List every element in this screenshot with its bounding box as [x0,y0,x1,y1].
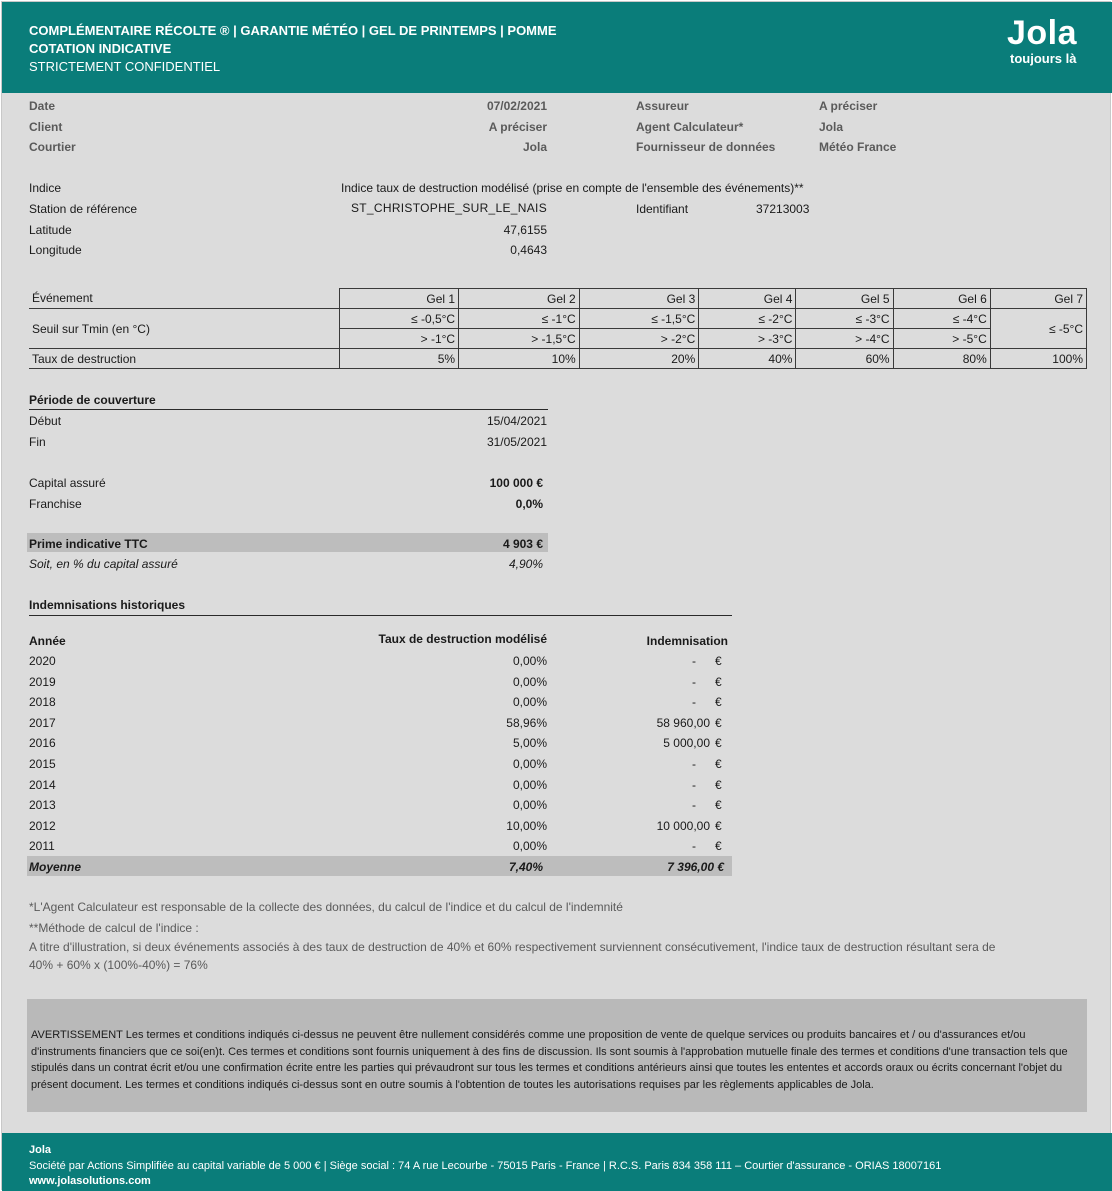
history-taux: 0,00% [512,654,547,668]
history-year: 2017 [29,716,56,730]
mean-indem: 7 396,00 € [667,860,724,874]
identifiant-value: 37213003 [756,202,810,216]
history-currency: € [715,819,722,833]
gel-4-upper: ≤ -2°C [699,309,796,329]
history-indemnity: - [692,675,696,689]
history-indemnity: - [692,654,696,668]
gel-7-taux: 100% [990,349,1086,369]
gel-7-header: Gel 7 [990,289,1086,309]
history-taux: 58,96% [506,716,547,730]
history-currency: € [715,716,722,730]
history-indemnity: 10 000,00 [656,819,710,833]
longitude-label: Longitude [29,243,82,257]
courtier-value: Jola [522,140,547,154]
gel-1-upper: ≤ -0,5°C [339,309,459,329]
indice-value: Indice taux de destruction modélisé (prise en compte de l'ensemble des événements)** [341,181,804,195]
date-label: Date [29,99,56,113]
logo-name: Jola [1007,14,1078,52]
gel-6-upper: ≤ -4°C [893,309,990,329]
history-currency: € [715,654,722,668]
history-indemnity: - [692,798,696,812]
prime-pct-value: 4,90% [508,557,543,571]
history-indemnity: 5 000,00 [663,736,710,750]
date-value: 07/02/2021 [486,99,547,113]
taux-row [29,349,1087,369]
seuil-upper-row [29,309,1087,329]
event-table [29,288,1087,369]
history-year: 2013 [29,798,56,812]
event-header-row [29,289,1087,309]
coverage-divider [29,409,548,410]
gel-2-header: Gel 2 [459,289,580,309]
latitude-label: Latitude [29,223,72,237]
fournisseur-label: Fournisseur de données [636,140,776,154]
gel-4-header: Gel 4 [699,289,796,309]
gel-6-lower: > -5°C [893,329,990,349]
gel-2-lower: > -1,5°C [459,329,580,349]
capital-value: 100 000 € [489,476,543,490]
gel-1-header: Gel 1 [339,289,459,309]
header-title: COMPLÉMENTAIRE RÉCOLTE ® | GARANTIE MÉTÉO | GEL DE PRINTEMPS | POMME [29,23,557,38]
history-currency: € [715,736,722,750]
agent-value: Jola [819,120,844,134]
history-year: 2016 [29,736,56,750]
mean-taux: 7,40% [508,860,543,874]
history-taux: 0,00% [512,695,547,709]
debut-label: Début [29,414,62,428]
debut-value: 15/04/2021 [486,414,547,428]
history-year: 2015 [29,757,56,771]
gel-5-upper: ≤ -3°C [796,309,893,329]
header-banner [2,2,1112,93]
longitude-value: 0,4643 [510,243,547,257]
history-taux: 10,00% [506,819,547,833]
history-taux: 0,00% [512,757,547,771]
history-year: 2018 [29,695,56,709]
gel-2-upper: ≤ -1°C [459,309,580,329]
history-col-indem: Indemnisation [646,634,728,648]
history-taux: 0,00% [512,798,547,812]
warning-text: AVERTISSEMENT Les termes et conditions indiqués ci-dessus ne peuvent être nullement considérés comme une proposition de vente de quelque services ou produits bancaires et / ou d'assurances et/ou d'instruments financiers que ce soi(en)t. Ces termes et conditions sont fournis uniquement à des fins de discussion. Ils sont soumis à l'approbation mutuelle finale des termes et conditions d'une transaction tels que stipulés dans un contrat écrit et/ou une confirmation écrite entre les parties qui prévaudront sur tous les termes et conditions antérieurs ainsi que toutes les ententes et accords oraux ou écrits concernant l'objet du présent document. Les termes et conditions indiqués ci-dessus sont en outre soumis à l'obtention de toutes les autorisations requises par les règlements applicables de Jola. [31,1029,1068,1091]
footer-legal: Société par Actions Simplifiée au capital variable de 5 000 € | Siège social : 74 A rue Lecourbe - 75015 Paris - France | R.C.S. Paris 834 358 111 – Courtier d'assurance - ORIAS 18007161 [29,1160,942,1172]
gel-2-taux: 10% [459,349,580,369]
prime-value: 4 903 € [502,537,543,551]
logo-tagline: toujours là [1010,51,1077,66]
station-value: ST_CHRISTOPHE_SUR_LE_NAIS [350,201,547,215]
note-agent: *L'Agent Calculateur est responsable de la collecte des données, du calcul de l'indice et du calcul de l'indemnité [29,900,623,914]
station-label: Station de référence [29,202,138,216]
prime-label: Prime indicative TTC [29,537,148,551]
gel-3-header: Gel 3 [579,289,699,309]
seuil-label: Seuil sur Tmin (en °C) [29,309,339,349]
indice-label: Indice [29,181,62,195]
history-divider [29,615,732,616]
coverage-title: Période de couverture [29,393,156,407]
history-currency: € [715,695,722,709]
latitude-value: 47,6155 [503,223,547,237]
warning-box [27,999,1087,1112]
assureur-label: Assureur [636,99,689,113]
history-year: 2012 [29,819,56,833]
quote-document [1,1,1111,1190]
history-currency: € [715,778,722,792]
footer-banner [2,1133,1112,1191]
footer-company: Jola [29,1144,52,1156]
header-confidential: STRICTEMENT CONFIDENTIEL [29,59,221,74]
history-currency: € [715,757,722,771]
history-taux: 0,00% [512,839,547,853]
gel-5-header: Gel 5 [796,289,893,309]
history-year: 2019 [29,675,56,689]
history-currency: € [715,675,722,689]
fin-label: Fin [29,435,46,449]
gel-6-taux: 80% [893,349,990,369]
assureur-value: A préciser [819,99,878,113]
client-label: Client [29,120,63,134]
history-taux: 0,00% [512,675,547,689]
history-indemnity: 58 960,00 [656,716,710,730]
history-indemnity: - [692,778,696,792]
gel-5-taux: 60% [796,349,893,369]
history-taux: 0,00% [512,778,547,792]
history-indemnity: - [692,695,696,709]
fin-value: 31/05/2021 [486,435,547,449]
note-method-formula: 40% + 60% x (100%-40%) = 76% [29,958,208,972]
gel-7-upper: ≤ -5°C [990,309,1086,349]
fournisseur-value: Météo France [819,140,897,154]
gel-5-lower: > -4°C [796,329,893,349]
franchise-label: Franchise [29,497,82,511]
jola-logo [1007,14,1097,66]
history-indemnity: - [692,757,696,771]
note-method-title: **Méthode de calcul de l'indice : [29,921,199,935]
gel-3-lower: > -2°C [579,329,699,349]
history-year: 2014 [29,778,56,792]
identifiant-label: Identifiant [636,202,689,216]
evenement-label: Événement [29,289,339,309]
gel-1-lower: > -1°C [339,329,459,349]
franchise-value: 0,0% [515,497,543,511]
history-year: 2020 [29,654,56,668]
header-subtitle: COTATION INDICATIVE [29,41,172,56]
history-col-taux: Taux de destruction modélisé [378,632,547,646]
gel-6-header: Gel 6 [893,289,990,309]
client-value: A préciser [488,120,547,134]
courtier-label: Courtier [29,140,76,154]
footer-website[interactable]: www.jolasolutions.com [29,1175,151,1187]
gel-4-taux: 40% [699,349,796,369]
gel-3-upper: ≤ -1,5°C [579,309,699,329]
history-currency: € [715,798,722,812]
gel-4-lower: > -3°C [699,329,796,349]
mean-label: Moyenne [29,860,82,874]
agent-label: Agent Calculateur* [636,120,744,134]
history-indemnity: - [692,839,696,853]
history-year: 2011 [29,839,55,853]
history-taux: 5,00% [512,736,547,750]
taux-label: Taux de destruction [29,349,339,369]
history-currency: € [715,839,722,853]
history-col-year: Année [29,634,66,648]
capital-label: Capital assuré [29,476,106,490]
note-method-text: A titre d'illustration, si deux événements associés à des taux de destruction de 40% et 60% respectivement surviennent consécutivement, l'indice taux de destruction résultant sera de [29,940,996,954]
gel-1-taux: 5% [339,349,459,369]
history-title: Indemnisations historiques [29,598,186,612]
prime-pct-label: Soit, en % du capital assuré [29,557,178,571]
gel-3-taux: 20% [579,349,699,369]
